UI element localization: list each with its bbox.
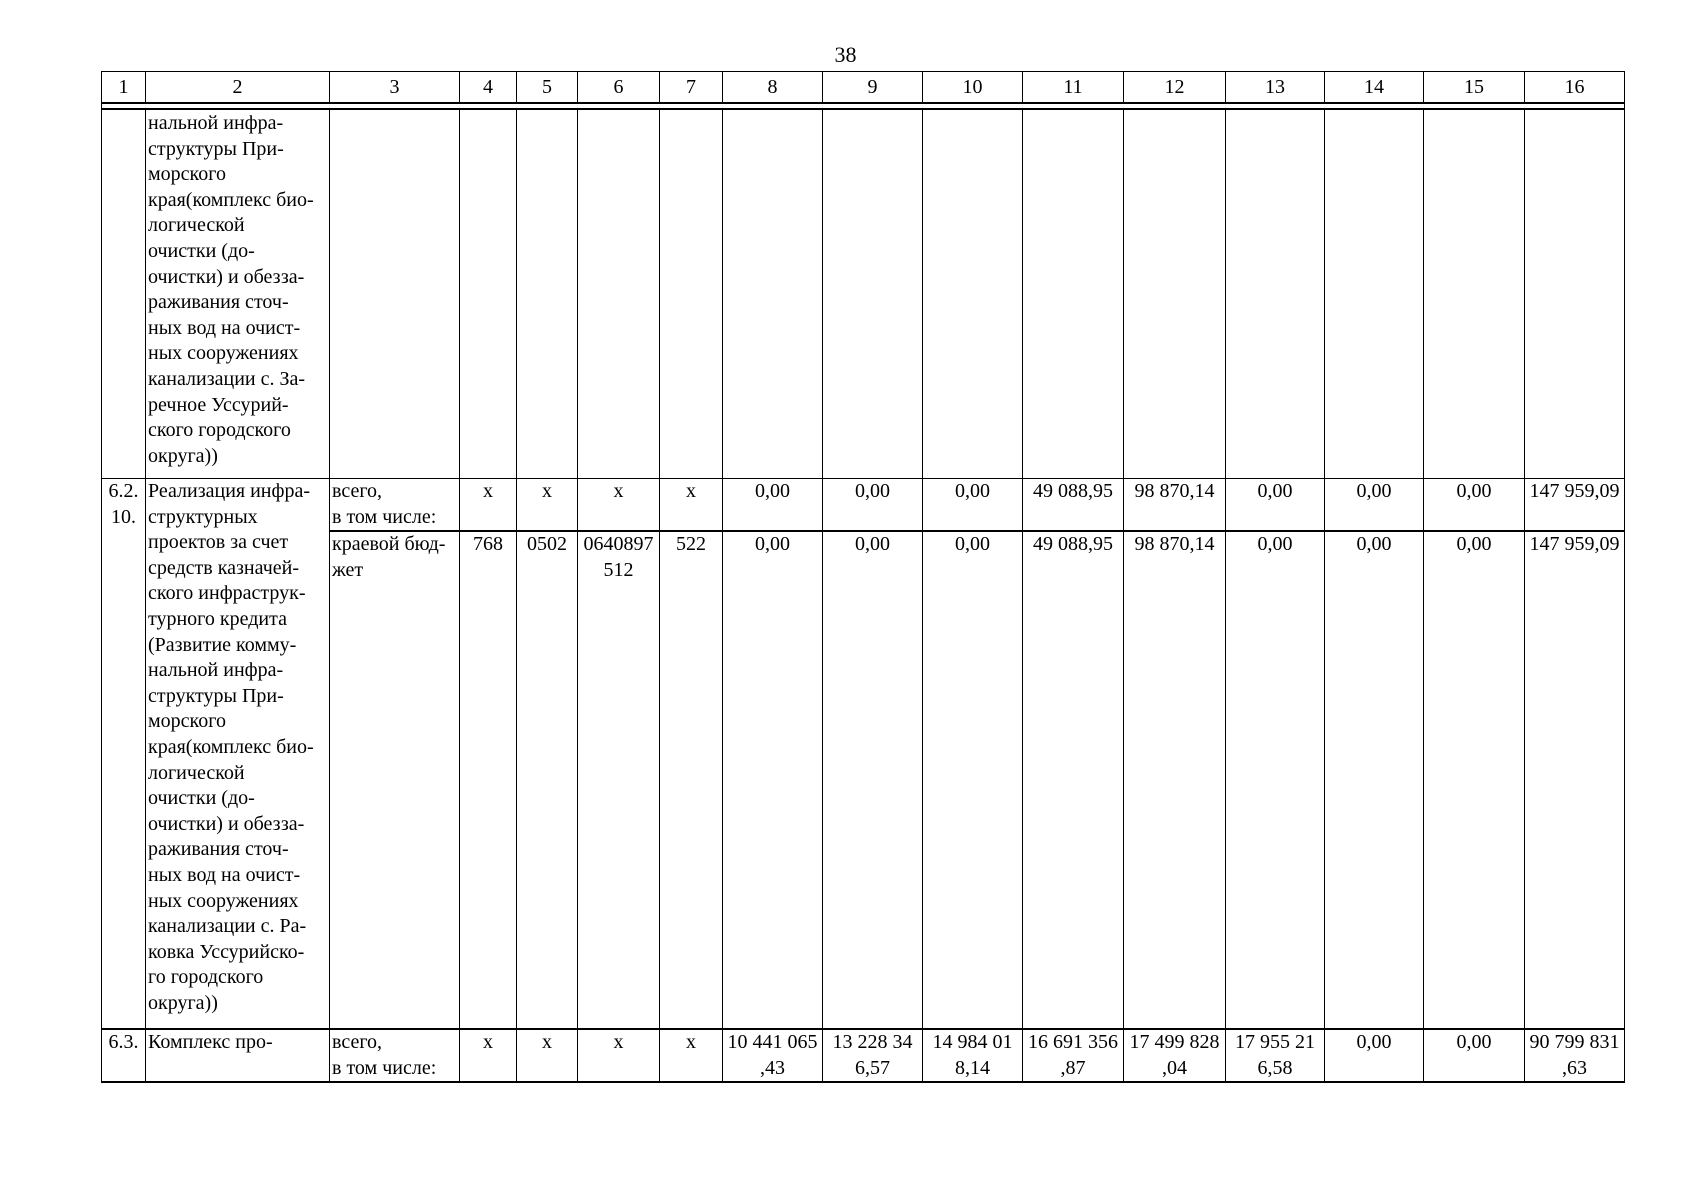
cell-col-4: 768 [460, 531, 517, 1029]
cell-col-6: x [578, 479, 660, 532]
cell-col-9: 13 228 34 6,57 [823, 1029, 923, 1082]
cell-col-7: 522 [660, 531, 723, 1029]
row-description: Комплекс про- [146, 1029, 330, 1082]
cell-col-5: 0502 [517, 531, 578, 1029]
cell-col-14: 0,00 [1325, 479, 1424, 532]
continued-description: нальной инфра- структуры При- морского края(комплекс био- логической очистки (до- очистки) и обезза- раживания сточ- ных вод на очист- ных сооружениях канализации с. За- речное Уссурий- ского городского округа)) [146, 109, 330, 479]
cell-col-5: x [517, 479, 578, 532]
column-header-12: 12 [1124, 72, 1226, 104]
page-number: 38 [834, 42, 857, 67]
column-header-8: 8 [723, 72, 823, 104]
funding-source: краевой бюд- жет [330, 531, 460, 1029]
row-6-2-10-regional-budget [102, 531, 1625, 1029]
column-number-header [102, 72, 1625, 104]
cell-col-10: 14 984 01 8,14 [923, 1029, 1023, 1082]
column-header-11: 11 [1023, 72, 1124, 104]
column-header-2: 2 [146, 72, 330, 104]
column-header-15: 15 [1424, 72, 1525, 104]
cell-col-11: 49 088,95 [1023, 531, 1124, 1029]
cell-col-12: 17 499 828 ,04 [1124, 1029, 1226, 1082]
row-6-2-10-total [102, 479, 1625, 532]
cell-col-5: x [517, 1029, 578, 1082]
cell-col-8: 0,00 [723, 531, 823, 1029]
column-header-13: 13 [1226, 72, 1325, 104]
cell-col-11: 49 088,95 [1023, 479, 1124, 532]
cell-col-11: 16 691 356 ,87 [1023, 1029, 1124, 1082]
continuation-row [102, 109, 1625, 479]
cell-col-13: 0,00 [1226, 531, 1325, 1029]
funding-source: всего, в том числе: [330, 479, 460, 532]
cell-col-9: 0,00 [823, 531, 923, 1029]
cell-col-15: 0,00 [1424, 479, 1525, 532]
funding-source: всего, в том числе: [330, 1029, 460, 1082]
row-description: Реализация инфра- структурных проектов за счет средств казначей- ского инфраструк- турного кредита (Развитие комму- нальной инфра- структуры При- морского края(комплекс био- логической очистки (до- очистки) и обезза- раживания сточ- ных вод на очист- ных сооружениях канализации с. Ра- ковка Уссурийско- го городского округа)) [146, 479, 330, 1030]
cell-col-10: 0,00 [923, 531, 1023, 1029]
row-number: 6.3. [102, 1029, 146, 1082]
cell-col-16: 90 799 831 ,63 [1525, 1029, 1625, 1082]
cell-col-7: x [660, 1029, 723, 1082]
cell-col-10: 0,00 [923, 479, 1023, 532]
cell-col-6: 0640897 512 [578, 531, 660, 1029]
column-header-10: 10 [923, 72, 1023, 104]
row-6-3-total [102, 1029, 1625, 1082]
column-header-16: 16 [1525, 72, 1625, 104]
cell-col-7: x [660, 479, 723, 532]
cell-col-14: 0,00 [1325, 1029, 1424, 1082]
column-header-1: 1 [102, 72, 146, 104]
column-header-3: 3 [330, 72, 460, 104]
cell-col-14: 0,00 [1325, 531, 1424, 1029]
budget-table [101, 71, 1625, 1083]
cell-col-12: 98 870,14 [1124, 531, 1226, 1029]
cell-col-13: 0,00 [1226, 479, 1325, 532]
cell-col-12: 98 870,14 [1124, 479, 1226, 532]
cell-col-4: x [460, 1029, 517, 1082]
cell-col-8: 0,00 [723, 479, 823, 532]
cell-col-16: 147 959,09 [1525, 479, 1625, 532]
column-header-6: 6 [578, 72, 660, 104]
column-header-5: 5 [517, 72, 578, 104]
cell-col-4: x [460, 479, 517, 532]
cell-col-9: 0,00 [823, 479, 923, 532]
column-header-14: 14 [1325, 72, 1424, 104]
cell-col-8: 10 441 065 ,43 [723, 1029, 823, 1082]
cell-col-15: 0,00 [1424, 1029, 1525, 1082]
cell-col-15: 0,00 [1424, 531, 1525, 1029]
cell-col-6: x [578, 1029, 660, 1082]
cell-col-13: 17 955 21 6,58 [1226, 1029, 1325, 1082]
cell-number [102, 109, 146, 479]
column-header-7: 7 [660, 72, 723, 104]
cell-col-16: 147 959,09 [1525, 531, 1625, 1029]
row-number: 6.2. 10. [102, 479, 146, 1030]
column-header-9: 9 [823, 72, 923, 104]
column-header-4: 4 [460, 72, 517, 104]
